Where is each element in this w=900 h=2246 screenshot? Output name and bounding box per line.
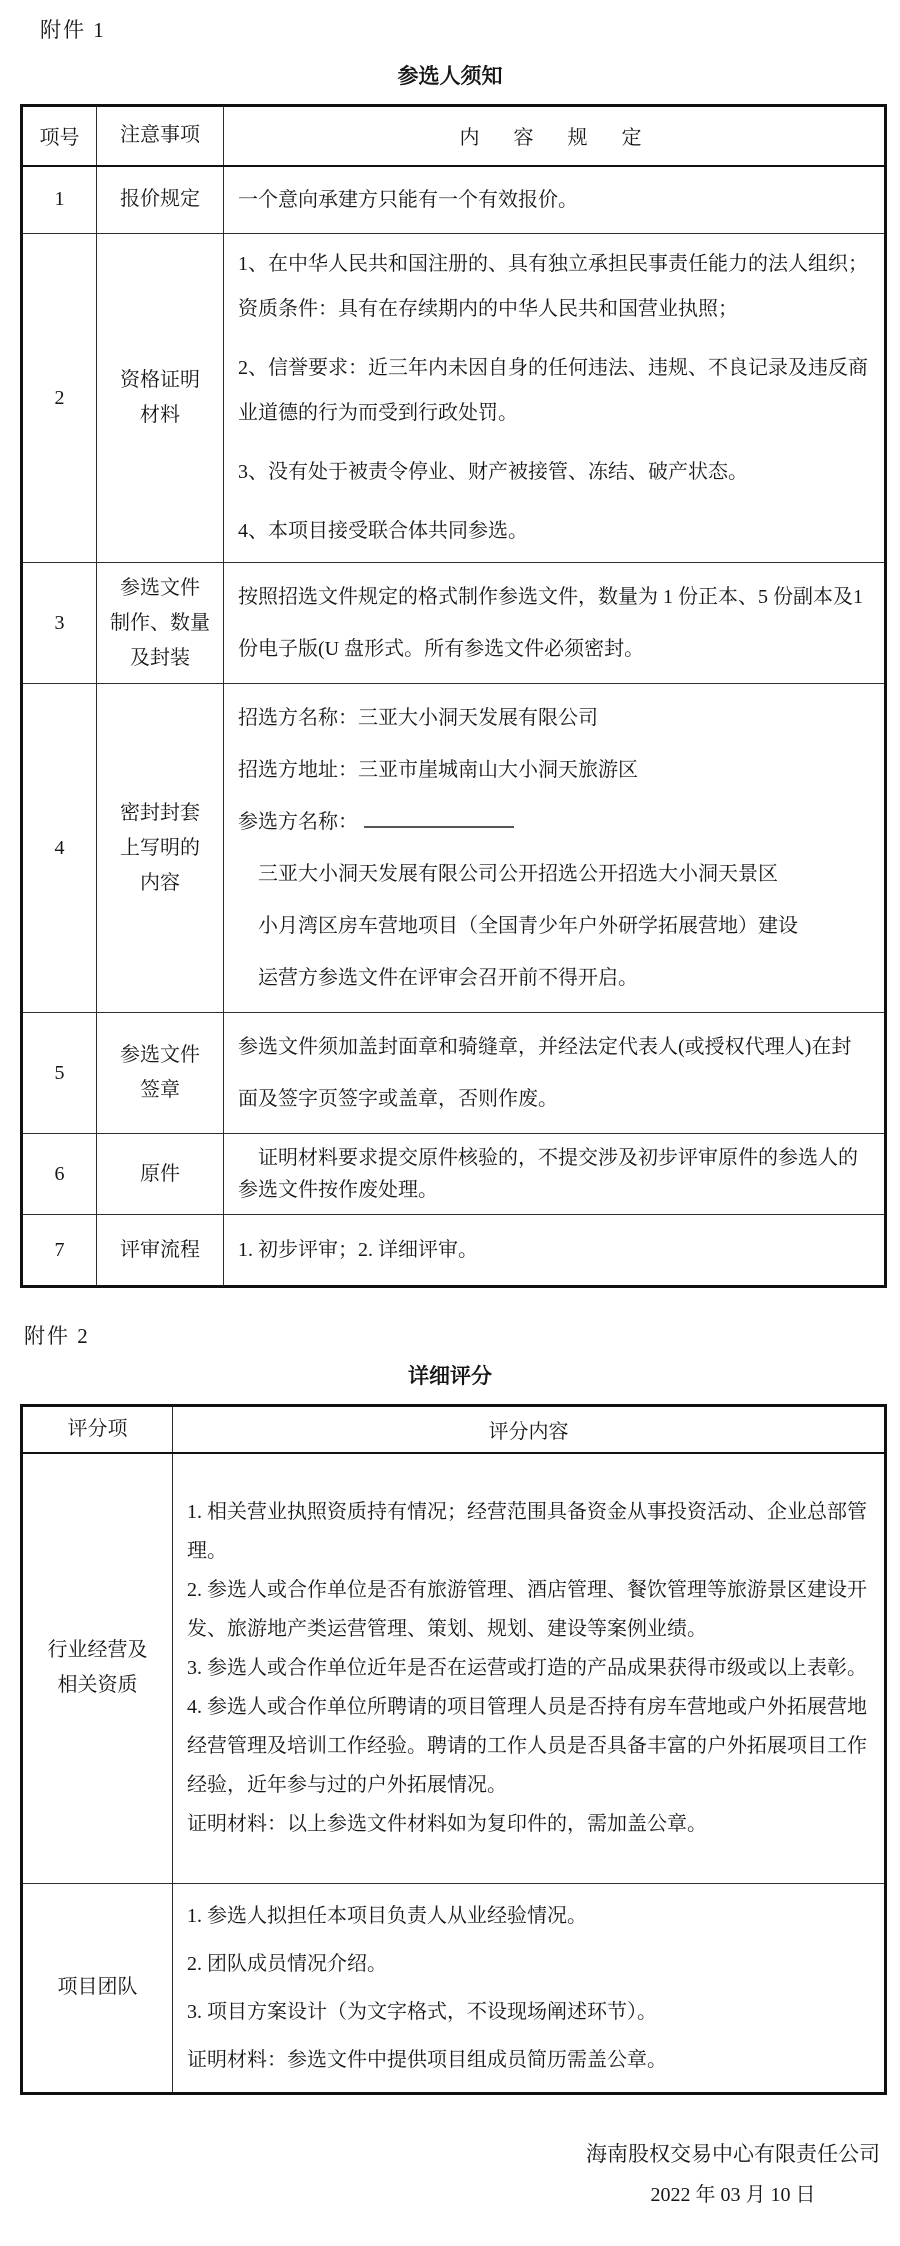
row-item-label xyxy=(22,1883,173,2093)
table1-header-content: 内 容 规 定 xyxy=(224,106,886,166)
content-paragraph: 1. 相关营业执照资质持有情况；经营范围具备资金从事投资活动、企业总部管理。 xyxy=(187,1500,867,1562)
table1-header-item: 注意事项 xyxy=(97,106,224,166)
row-item-label xyxy=(22,1453,173,1883)
item-line: 内容 xyxy=(140,871,180,894)
item-line: 及封装 xyxy=(130,646,190,669)
content-paragraph: 三亚大小洞天发展有限公司公开招选公开招选大小洞天景区 xyxy=(258,863,778,885)
row-number: 3 xyxy=(22,563,97,684)
attachment1-label: 附件 1 xyxy=(40,18,106,42)
item-line: 行业经营及 xyxy=(47,1639,148,1662)
table1-header-row xyxy=(22,106,886,166)
row-content xyxy=(224,684,886,1013)
row-item-label xyxy=(97,563,224,684)
table-row xyxy=(22,1134,886,1215)
item-line: 上写明的 xyxy=(120,836,200,859)
row-content xyxy=(173,1883,886,2093)
row-content xyxy=(224,1013,886,1134)
content-paragraph: 证明材料：以上参选文件材料如为复印件的，需加盖公章。 xyxy=(187,1812,707,1835)
content-paragraph: 证明材料：参选文件中提供项目组成员简历需盖公章。 xyxy=(187,2048,667,2071)
row-item-label xyxy=(97,1134,224,1215)
row-item-label xyxy=(97,1215,224,1287)
table2-header-row xyxy=(22,1406,886,1454)
item-line: 相关资质 xyxy=(57,1674,138,1697)
table-row xyxy=(22,1215,886,1287)
item-line: 材料 xyxy=(140,404,180,426)
content-paragraph xyxy=(238,796,870,848)
table-row xyxy=(22,166,886,234)
row-number: 5 xyxy=(22,1013,97,1134)
item-line: 原件 xyxy=(140,1162,180,1185)
content-paragraph: 招选方地址：三亚市崖城南山大小洞天旅游区 xyxy=(238,759,638,781)
item-line: 签章 xyxy=(140,1079,180,1101)
row-number: 4 xyxy=(22,684,97,1013)
table-row xyxy=(22,684,886,1013)
item-line: 报价规定 xyxy=(120,188,200,211)
table-row xyxy=(22,1883,886,2093)
content-paragraph: 运营方参选文件在评审会召开前不得开启。 xyxy=(258,967,638,989)
row-number: 6 xyxy=(22,1134,97,1215)
scoring-table xyxy=(20,1404,887,2095)
item-line: 参选文件 xyxy=(120,1044,200,1066)
row-content xyxy=(224,234,886,563)
table2-title: 详细评分 xyxy=(408,1364,492,1388)
table2-header-item: 评分项 xyxy=(22,1406,173,1454)
notice-table xyxy=(20,104,887,1288)
content-paragraph: 2、信誉要求：近三年内未因自身的任何违法、违规、不良记录及违反商业道德的行为而受到行政处罚。 xyxy=(238,357,868,424)
blank-underline xyxy=(364,808,514,828)
row-item-label xyxy=(97,1013,224,1134)
content-paragraph: 3. 参选人或合作单位近年是否在运营或打造的产品成果获得市级或以上表彰。 xyxy=(187,1656,867,1679)
content-paragraph: 小月湾区房车营地项目（全国青少年户外研学拓展营地）建设 xyxy=(258,915,798,937)
content-paragraph: 1. 初步评审；2. 详细评审。 xyxy=(238,1239,478,1261)
signature-block xyxy=(586,2135,882,2217)
content-paragraph: 一个意向承建方只能有一个有效报价。 xyxy=(238,188,578,211)
row-number: 1 xyxy=(22,166,97,234)
table-row xyxy=(22,1453,886,1883)
document-footer xyxy=(18,2135,882,2217)
table2-header-content: 评分内容 xyxy=(173,1406,886,1454)
content-paragraph: 参选文件须加盖封面章和骑缝章，并经法定代表人(或授权代理人)在封面及签字页签字或盖章，否则作废。 xyxy=(238,1036,852,1110)
content-paragraph: 招选方名称：三亚大小洞天发展有限公司 xyxy=(238,707,598,729)
item-line: 密封封套 xyxy=(120,801,200,824)
attachment2-label: 附件 2 xyxy=(24,1324,90,1348)
content-paragraph: 3. 项目方案设计（为文字格式，不设现场阐述环节）。 xyxy=(187,2000,657,2023)
issue-date: 2022 年 03 月 10 日 xyxy=(650,2184,816,2207)
table-row xyxy=(22,563,886,684)
content-paragraph: 1. 参选人拟担任本项目负责人从业经验情况。 xyxy=(187,1904,587,1927)
content-paragraph: 4. 参选人或合作单位所聘请的项目管理人员是否持有房车营地或户外拓展营地经营管理及培训工作经验。聘请的工作人员是否具备丰富的户外拓展项目工作经验，近年参与过的户外拓展情况。 xyxy=(187,1695,867,1796)
blank-field-label: 参选方名称： xyxy=(238,811,358,833)
issuer-company: 海南股权交易中心有限责任公司 xyxy=(586,2141,880,2166)
table1-header-no: 项号 xyxy=(22,106,97,166)
item-line: 项目团队 xyxy=(57,1976,138,1998)
row-number: 2 xyxy=(22,234,97,563)
table-row xyxy=(22,1013,886,1134)
content-paragraph: 4、本项目接受联合体共同参选。 xyxy=(238,520,528,542)
content-paragraph: 证明材料要求提交原件核验的，不提交涉及初步评审原件的参选人的参选文件按作废处理。 xyxy=(238,1147,858,1201)
row-item-label xyxy=(97,684,224,1013)
content-paragraph: 按照招选文件规定的格式制作参选文件，数量为 1 份正本、5 份副本及1份电子版(U 盘形式。所有参选文件必须密封。 xyxy=(238,586,863,660)
content-paragraph: 1、在中华人民共和国注册的、具有独立承担民事责任能力的法人组织；资质条件：具有在存续期内的中华人民共和国营业执照； xyxy=(238,253,868,320)
table-row xyxy=(22,234,886,563)
row-item-label xyxy=(97,234,224,563)
row-content xyxy=(224,1134,886,1215)
content-paragraph: 2. 团队成员情况介绍。 xyxy=(187,1952,387,1975)
row-item-label xyxy=(97,166,224,234)
item-line: 资格证明 xyxy=(120,369,200,391)
row-number: 7 xyxy=(22,1215,97,1287)
row-content xyxy=(173,1453,886,1883)
content-paragraph: 3、没有处于被责令停业、财产被接管、冻结、破产状态。 xyxy=(238,461,748,483)
table1-title: 参选人须知 xyxy=(397,64,503,88)
row-content xyxy=(224,166,886,234)
row-content xyxy=(224,1215,886,1287)
item-line: 参选文件 xyxy=(120,576,200,599)
item-line: 制作、数量 xyxy=(110,611,210,634)
item-line: 评审流程 xyxy=(120,1238,200,1261)
content-paragraph: 2. 参选人或合作单位是否有旅游管理、酒店管理、餐饮管理等旅游景区建设开发、旅游地产类运营管理、策划、规划、建设等案例业绩。 xyxy=(187,1578,867,1640)
row-content xyxy=(224,563,886,684)
